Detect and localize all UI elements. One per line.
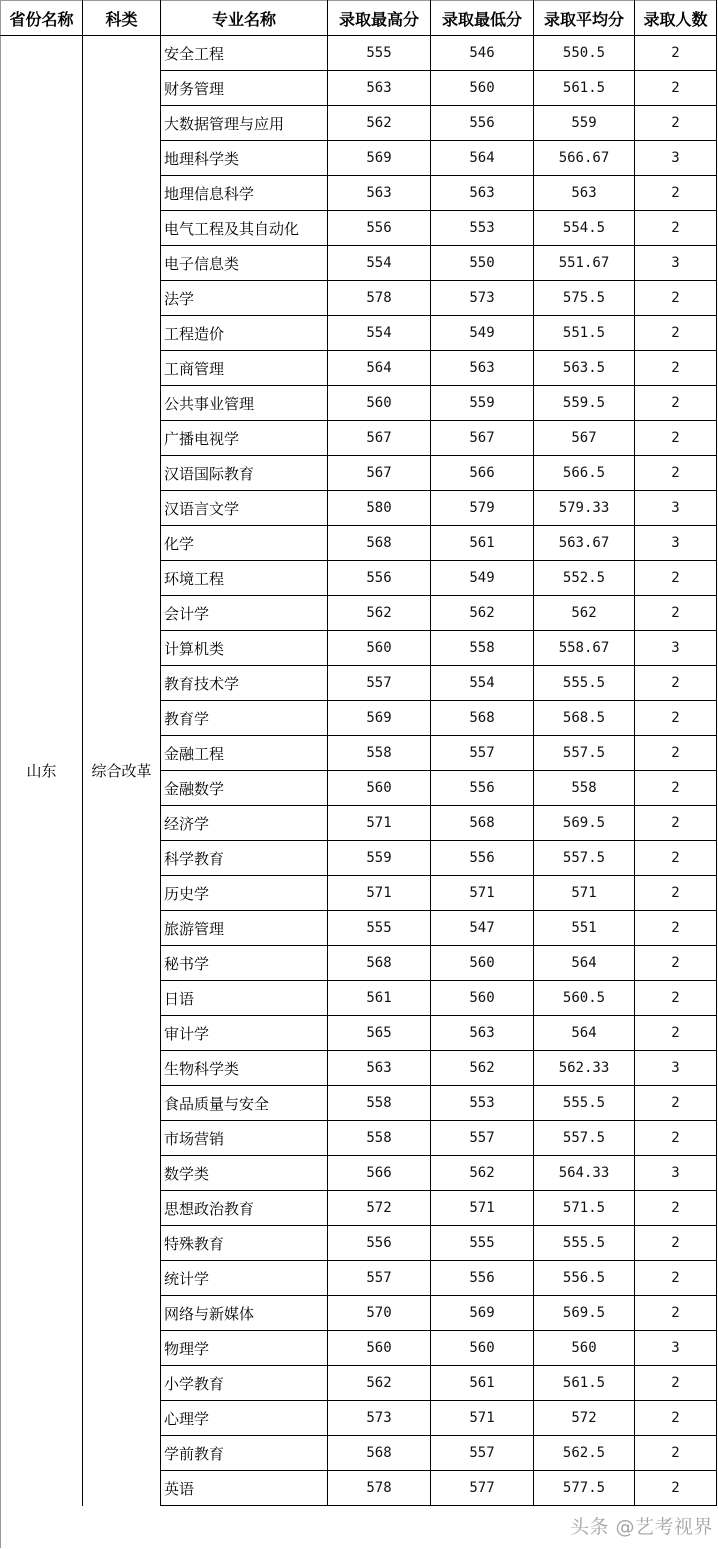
major-cell: 经济学 bbox=[161, 806, 328, 841]
count-cell: 3 bbox=[635, 246, 717, 281]
count-cell: 2 bbox=[635, 771, 717, 806]
count-cell: 2 bbox=[635, 596, 717, 631]
count-cell: 2 bbox=[635, 456, 717, 491]
count-cell: 2 bbox=[635, 281, 717, 316]
min-score-cell: 568 bbox=[431, 806, 534, 841]
max-score-cell: 570 bbox=[328, 1296, 431, 1331]
min-score-cell: 579 bbox=[431, 491, 534, 526]
count-cell: 3 bbox=[635, 631, 717, 666]
major-cell: 法学 bbox=[161, 281, 328, 316]
min-score-cell: 571 bbox=[431, 1401, 534, 1436]
max-score-cell: 569 bbox=[328, 701, 431, 736]
avg-score-cell: 563 bbox=[534, 176, 635, 211]
count-cell: 2 bbox=[635, 911, 717, 946]
avg-score-cell: 560 bbox=[534, 1331, 635, 1366]
major-cell: 旅游管理 bbox=[161, 911, 328, 946]
avg-score-cell: 562.33 bbox=[534, 1051, 635, 1086]
avg-score-cell: 557.5 bbox=[534, 736, 635, 771]
major-cell: 环境工程 bbox=[161, 561, 328, 596]
max-score-cell: 554 bbox=[328, 246, 431, 281]
major-cell: 网络与新媒体 bbox=[161, 1296, 328, 1331]
avg-score-cell: 555.5 bbox=[534, 1226, 635, 1261]
max-score-cell: 559 bbox=[328, 841, 431, 876]
avg-score-cell: 569.5 bbox=[534, 1296, 635, 1331]
avg-score-cell: 558 bbox=[534, 771, 635, 806]
count-cell: 2 bbox=[635, 106, 717, 141]
major-cell: 市场营销 bbox=[161, 1121, 328, 1156]
count-cell: 2 bbox=[635, 701, 717, 736]
min-score-cell: 553 bbox=[431, 1086, 534, 1121]
major-cell: 金融数学 bbox=[161, 771, 328, 806]
min-score-cell: 559 bbox=[431, 386, 534, 421]
major-cell: 地理信息科学 bbox=[161, 176, 328, 211]
min-score-cell: 564 bbox=[431, 141, 534, 176]
min-score-cell: 547 bbox=[431, 911, 534, 946]
count-cell: 2 bbox=[635, 736, 717, 771]
avg-score-cell: 563.5 bbox=[534, 351, 635, 386]
max-score-cell: 568 bbox=[328, 946, 431, 981]
min-score-cell: 546 bbox=[431, 36, 534, 71]
avg-score-cell: 564.33 bbox=[534, 1156, 635, 1191]
major-cell: 历史学 bbox=[161, 876, 328, 911]
header-category: 科类 bbox=[83, 1, 161, 36]
max-score-cell: 569 bbox=[328, 141, 431, 176]
count-cell: 2 bbox=[635, 1121, 717, 1156]
avg-score-cell: 571 bbox=[534, 876, 635, 911]
min-score-cell: 567 bbox=[431, 421, 534, 456]
avg-score-cell: 557.5 bbox=[534, 841, 635, 876]
major-cell: 秘书学 bbox=[161, 946, 328, 981]
count-cell: 3 bbox=[635, 1051, 717, 1086]
major-cell: 教育学 bbox=[161, 701, 328, 736]
province-cell: 山东 bbox=[1, 36, 83, 1506]
avg-score-cell: 550.5 bbox=[534, 36, 635, 71]
avg-score-cell: 555.5 bbox=[534, 666, 635, 701]
count-cell: 2 bbox=[635, 876, 717, 911]
min-score-cell: 560 bbox=[431, 71, 534, 106]
max-score-cell: 578 bbox=[328, 1471, 431, 1506]
max-score-cell: 563 bbox=[328, 71, 431, 106]
avg-score-cell: 568.5 bbox=[534, 701, 635, 736]
avg-score-cell: 562.5 bbox=[534, 1436, 635, 1471]
min-score-cell: 561 bbox=[431, 1366, 534, 1401]
min-score-cell: 550 bbox=[431, 246, 534, 281]
avg-score-cell: 561.5 bbox=[534, 1366, 635, 1401]
min-score-cell: 569 bbox=[431, 1296, 534, 1331]
category-cell: 综合改革 bbox=[83, 36, 161, 1506]
max-score-cell: 563 bbox=[328, 176, 431, 211]
count-cell: 2 bbox=[635, 351, 717, 386]
max-score-cell: 555 bbox=[328, 36, 431, 71]
max-score-cell: 578 bbox=[328, 281, 431, 316]
major-cell: 汉语国际教育 bbox=[161, 456, 328, 491]
avg-score-cell: 569.5 bbox=[534, 806, 635, 841]
avg-score-cell: 575.5 bbox=[534, 281, 635, 316]
major-cell: 公共事业管理 bbox=[161, 386, 328, 421]
max-score-cell: 555 bbox=[328, 911, 431, 946]
major-cell: 安全工程 bbox=[161, 36, 328, 71]
max-score-cell: 557 bbox=[328, 1261, 431, 1296]
count-cell: 2 bbox=[635, 1016, 717, 1051]
major-cell: 学前教育 bbox=[161, 1436, 328, 1471]
avg-score-cell: 552.5 bbox=[534, 561, 635, 596]
major-cell: 心理学 bbox=[161, 1401, 328, 1436]
max-score-cell: 556 bbox=[328, 1226, 431, 1261]
count-cell: 2 bbox=[635, 561, 717, 596]
avg-score-cell: 559 bbox=[534, 106, 635, 141]
max-score-cell: 562 bbox=[328, 1366, 431, 1401]
count-cell: 2 bbox=[635, 71, 717, 106]
max-score-cell: 554 bbox=[328, 316, 431, 351]
avg-score-cell: 551 bbox=[534, 911, 635, 946]
max-score-cell: 568 bbox=[328, 1436, 431, 1471]
min-score-cell: 557 bbox=[431, 1121, 534, 1156]
count-cell: 3 bbox=[635, 491, 717, 526]
count-cell: 2 bbox=[635, 1436, 717, 1471]
min-score-cell: 568 bbox=[431, 701, 534, 736]
count-cell: 3 bbox=[635, 1156, 717, 1191]
avg-score-cell: 577.5 bbox=[534, 1471, 635, 1506]
avg-score-cell: 566.67 bbox=[534, 141, 635, 176]
count-cell: 2 bbox=[635, 946, 717, 981]
major-cell: 教育技术学 bbox=[161, 666, 328, 701]
major-cell: 大数据管理与应用 bbox=[161, 106, 328, 141]
avg-score-cell: 560.5 bbox=[534, 981, 635, 1016]
header-row bbox=[1, 1, 717, 36]
avg-score-cell: 567 bbox=[534, 421, 635, 456]
count-cell: 3 bbox=[635, 1331, 717, 1366]
header-min-score: 录取最低分 bbox=[431, 1, 534, 36]
count-cell: 2 bbox=[635, 1401, 717, 1436]
max-score-cell: 566 bbox=[328, 1156, 431, 1191]
min-score-cell: 562 bbox=[431, 1156, 534, 1191]
major-cell: 食品质量与安全 bbox=[161, 1086, 328, 1121]
count-cell: 2 bbox=[635, 1086, 717, 1121]
avg-score-cell: 559.5 bbox=[534, 386, 635, 421]
min-score-cell: 555 bbox=[431, 1226, 534, 1261]
max-score-cell: 556 bbox=[328, 211, 431, 246]
avg-score-cell: 564 bbox=[534, 946, 635, 981]
major-cell: 生物科学类 bbox=[161, 1051, 328, 1086]
max-score-cell: 558 bbox=[328, 1086, 431, 1121]
max-score-cell: 572 bbox=[328, 1191, 431, 1226]
major-cell: 小学教育 bbox=[161, 1366, 328, 1401]
count-cell: 2 bbox=[635, 211, 717, 246]
max-score-cell: 571 bbox=[328, 806, 431, 841]
min-score-cell: 549 bbox=[431, 316, 534, 351]
major-cell: 计算机类 bbox=[161, 631, 328, 666]
min-score-cell: 560 bbox=[431, 946, 534, 981]
min-score-cell: 554 bbox=[431, 666, 534, 701]
avg-score-cell: 572 bbox=[534, 1401, 635, 1436]
major-cell: 财务管理 bbox=[161, 71, 328, 106]
min-score-cell: 577 bbox=[431, 1471, 534, 1506]
min-score-cell: 557 bbox=[431, 736, 534, 771]
avg-score-cell: 564 bbox=[534, 1016, 635, 1051]
min-score-cell: 566 bbox=[431, 456, 534, 491]
table-row bbox=[1, 36, 717, 71]
min-score-cell: 560 bbox=[431, 981, 534, 1016]
count-cell: 2 bbox=[635, 316, 717, 351]
count-cell: 3 bbox=[635, 526, 717, 561]
header-major: 专业名称 bbox=[161, 1, 328, 36]
major-cell: 英语 bbox=[161, 1471, 328, 1506]
watermark: 头条 @艺考视界 bbox=[570, 1516, 714, 1538]
min-score-cell: 558 bbox=[431, 631, 534, 666]
count-cell: 2 bbox=[635, 806, 717, 841]
major-cell: 电子信息类 bbox=[161, 246, 328, 281]
count-cell: 2 bbox=[635, 36, 717, 71]
major-cell: 统计学 bbox=[161, 1261, 328, 1296]
count-cell: 2 bbox=[635, 1226, 717, 1261]
major-cell: 广播电视学 bbox=[161, 421, 328, 456]
count-cell: 2 bbox=[635, 421, 717, 456]
avg-score-cell: 561.5 bbox=[534, 71, 635, 106]
count-cell: 2 bbox=[635, 176, 717, 211]
count-cell: 2 bbox=[635, 841, 717, 876]
max-score-cell: 563 bbox=[328, 1051, 431, 1086]
avg-score-cell: 557.5 bbox=[534, 1121, 635, 1156]
min-score-cell: 563 bbox=[431, 176, 534, 211]
min-score-cell: 556 bbox=[431, 1261, 534, 1296]
max-score-cell: 558 bbox=[328, 1121, 431, 1156]
min-score-cell: 561 bbox=[431, 526, 534, 561]
min-score-cell: 562 bbox=[431, 1051, 534, 1086]
major-cell: 物理学 bbox=[161, 1331, 328, 1366]
major-cell: 日语 bbox=[161, 981, 328, 1016]
min-score-cell: 556 bbox=[431, 106, 534, 141]
avg-score-cell: 566.5 bbox=[534, 456, 635, 491]
major-cell: 特殊教育 bbox=[161, 1226, 328, 1261]
max-score-cell: 564 bbox=[328, 351, 431, 386]
avg-score-cell: 563.67 bbox=[534, 526, 635, 561]
max-score-cell: 568 bbox=[328, 526, 431, 561]
major-cell: 工程造价 bbox=[161, 316, 328, 351]
max-score-cell: 560 bbox=[328, 386, 431, 421]
major-cell: 科学教育 bbox=[161, 841, 328, 876]
min-score-cell: 549 bbox=[431, 561, 534, 596]
avg-score-cell: 562 bbox=[534, 596, 635, 631]
min-score-cell: 573 bbox=[431, 281, 534, 316]
max-score-cell: 560 bbox=[328, 771, 431, 806]
major-cell: 思想政治教育 bbox=[161, 1191, 328, 1226]
avg-score-cell: 554.5 bbox=[534, 211, 635, 246]
count-cell: 2 bbox=[635, 666, 717, 701]
min-score-cell: 557 bbox=[431, 1436, 534, 1471]
major-cell: 工商管理 bbox=[161, 351, 328, 386]
max-score-cell: 562 bbox=[328, 596, 431, 631]
major-cell: 电气工程及其自动化 bbox=[161, 211, 328, 246]
count-cell: 2 bbox=[635, 1261, 717, 1296]
min-score-cell: 571 bbox=[431, 876, 534, 911]
major-cell: 地理科学类 bbox=[161, 141, 328, 176]
min-score-cell: 556 bbox=[431, 771, 534, 806]
header-avg-score: 录取平均分 bbox=[534, 1, 635, 36]
count-cell: 3 bbox=[635, 141, 717, 176]
max-score-cell: 560 bbox=[328, 1331, 431, 1366]
header-count: 录取人数 bbox=[635, 1, 717, 36]
max-score-cell: 573 bbox=[328, 1401, 431, 1436]
min-score-cell: 571 bbox=[431, 1191, 534, 1226]
major-cell: 金融工程 bbox=[161, 736, 328, 771]
max-score-cell: 580 bbox=[328, 491, 431, 526]
avg-score-cell: 556.5 bbox=[534, 1261, 635, 1296]
count-cell: 2 bbox=[635, 1366, 717, 1401]
max-score-cell: 567 bbox=[328, 421, 431, 456]
min-score-cell: 562 bbox=[431, 596, 534, 631]
min-score-cell: 563 bbox=[431, 1016, 534, 1051]
avg-score-cell: 555.5 bbox=[534, 1086, 635, 1121]
avg-score-cell: 551.5 bbox=[534, 316, 635, 351]
header-max-score: 录取最高分 bbox=[328, 1, 431, 36]
avg-score-cell: 558.67 bbox=[534, 631, 635, 666]
major-cell: 数学类 bbox=[161, 1156, 328, 1191]
max-score-cell: 565 bbox=[328, 1016, 431, 1051]
avg-score-cell: 551.67 bbox=[534, 246, 635, 281]
count-cell: 2 bbox=[635, 981, 717, 1016]
max-score-cell: 557 bbox=[328, 666, 431, 701]
avg-score-cell: 571.5 bbox=[534, 1191, 635, 1226]
avg-score-cell: 579.33 bbox=[534, 491, 635, 526]
major-cell: 化学 bbox=[161, 526, 328, 561]
count-cell: 2 bbox=[635, 1296, 717, 1331]
min-score-cell: 556 bbox=[431, 841, 534, 876]
count-cell: 2 bbox=[635, 1191, 717, 1226]
count-cell: 2 bbox=[635, 1471, 717, 1506]
max-score-cell: 556 bbox=[328, 561, 431, 596]
max-score-cell: 567 bbox=[328, 456, 431, 491]
min-score-cell: 563 bbox=[431, 351, 534, 386]
min-score-cell: 553 bbox=[431, 211, 534, 246]
major-cell: 会计学 bbox=[161, 596, 328, 631]
major-cell: 审计学 bbox=[161, 1016, 328, 1051]
count-cell: 2 bbox=[635, 386, 717, 421]
max-score-cell: 560 bbox=[328, 631, 431, 666]
max-score-cell: 562 bbox=[328, 106, 431, 141]
max-score-cell: 561 bbox=[328, 981, 431, 1016]
header-province: 省份名称 bbox=[1, 1, 83, 36]
table-body bbox=[1, 36, 717, 1506]
min-score-cell: 560 bbox=[431, 1331, 534, 1366]
major-cell: 汉语言文学 bbox=[161, 491, 328, 526]
max-score-cell: 558 bbox=[328, 736, 431, 771]
max-score-cell: 571 bbox=[328, 876, 431, 911]
